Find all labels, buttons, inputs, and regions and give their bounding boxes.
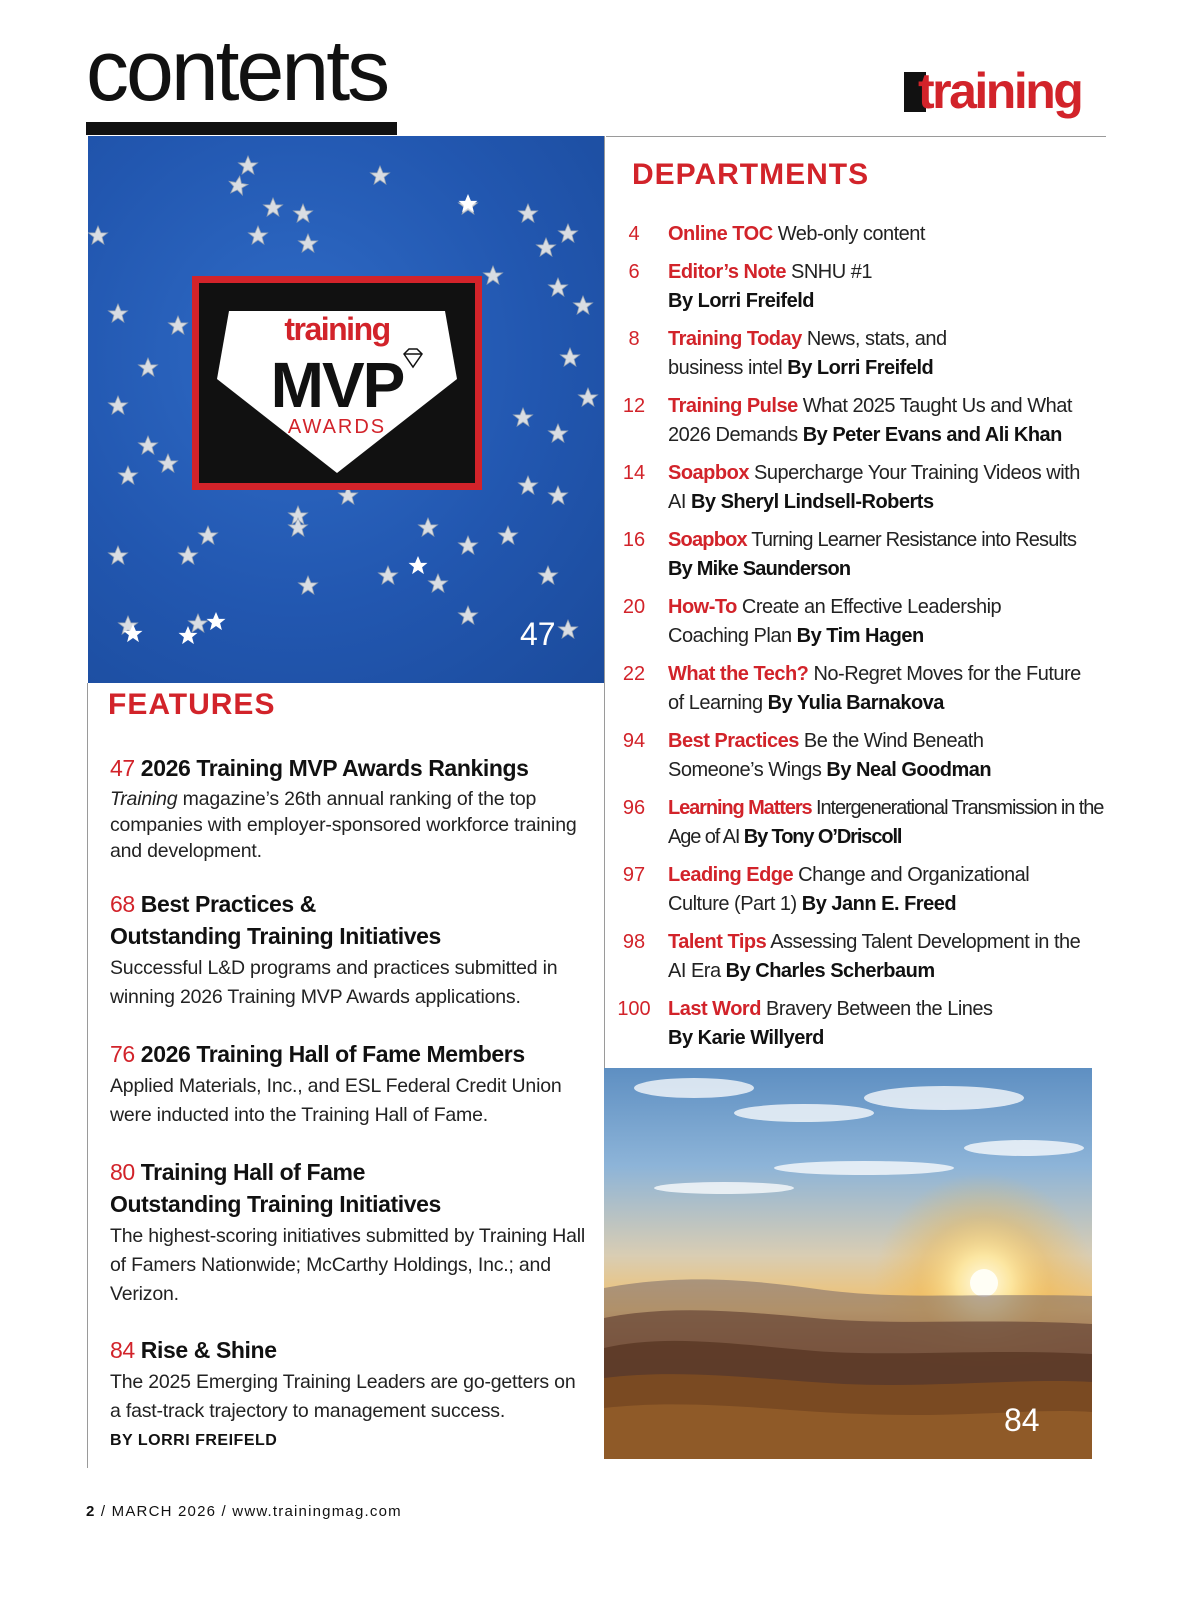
sunrise-image-page-number: 84 (1004, 1402, 1040, 1438)
feature-item[interactable] (110, 888, 590, 1012)
department-page: 8 (628, 328, 640, 350)
department-page: 97 (622, 864, 646, 886)
sunrise-image (604, 1068, 1092, 1459)
footer-page-number: 2 (86, 1503, 96, 1520)
department-item[interactable] (613, 258, 1113, 316)
department-item[interactable] (613, 928, 1113, 986)
department-desc: Supercharge Your Training Videos with AI (668, 462, 1080, 513)
feature-title-line2: Outstanding Training Initiatives (110, 923, 441, 949)
department-item[interactable] (613, 593, 1113, 651)
brand-logo-text: training (918, 63, 1082, 119)
department-byline: By Jann E. Freed (801, 893, 957, 915)
department-desc: What 2025 Taught Us and What 2026 Demands (668, 395, 1072, 446)
department-page: 22 (622, 663, 646, 685)
mvp-logo-brand: training (284, 311, 390, 347)
mvp-awards-image (88, 136, 605, 683)
mvp-image-page-number: 47 (520, 616, 556, 652)
department-desc: Create an Effective Leadership Coaching Plan (668, 596, 1002, 647)
department-item[interactable] (613, 727, 1113, 785)
department-byline: By Lorri Freifeld (787, 357, 934, 379)
department-title: Talent Tips (668, 931, 767, 953)
feature-desc: Successful L&D programs and practices submitted in winning 2026 Training MVP Awards applications. (110, 957, 558, 1008)
feature-title: Training Hall of Fame (140, 1159, 365, 1185)
department-desc: Intergenerational Transmission in the Age of AI (668, 797, 1104, 848)
feature-item[interactable] (110, 1038, 590, 1130)
feature-desc: magazine’s 26th annual ranking of the top companies with employer-sponsored workforce training and development. (110, 788, 577, 862)
department-item[interactable] (613, 526, 1113, 584)
department-byline: By Mike Saunderson (668, 558, 851, 580)
department-byline: By Neal Goodman (826, 759, 992, 781)
department-desc: Be the Wind Beneath Someone’s Wings (668, 730, 984, 781)
header-rule (606, 136, 1106, 137)
department-page: 12 (622, 395, 646, 417)
footer-issue: / MARCH 2026 / www.trainingmag.com (95, 1503, 402, 1520)
department-page: 6 (628, 261, 640, 283)
department-byline: By Yulia Barnakova (767, 692, 944, 714)
column-divider (604, 136, 605, 1068)
feature-item[interactable] (110, 1156, 590, 1309)
department-title: What the Tech? (668, 663, 809, 685)
department-title: Editor’s Note (668, 261, 786, 283)
department-title: Training Pulse (668, 395, 798, 417)
department-item[interactable] (613, 325, 1113, 383)
page-title: contents (86, 23, 388, 119)
sunrise-landscape (604, 1068, 1092, 1459)
department-item[interactable] (613, 220, 1113, 249)
department-page: 96 (622, 797, 646, 819)
features-heading: FEATURES (108, 688, 276, 721)
brand-logo (904, 63, 1104, 119)
feature-desc: The highest-scoring initiatives submitted by Training Hall of Famers Nationwide; McCarthy Holdings, Inc.; and Verizon. (110, 1225, 586, 1305)
department-page: 16 (622, 529, 646, 551)
mvp-logo-sub: AWARDS (287, 416, 387, 438)
feature-title: Best Practices & (140, 891, 316, 917)
feature-title: 2026 Training MVP Awards Rankings (140, 755, 529, 781)
feature-byline: BY LORRI FREIFELD (110, 1432, 278, 1449)
department-item[interactable] (613, 794, 1113, 852)
department-title: Learning Matters (668, 797, 812, 819)
page-footer (86, 1503, 402, 1520)
department-byline: By Peter Evans and Ali Khan (802, 424, 1062, 446)
department-page: 94 (622, 730, 646, 752)
feature-page: 68 (110, 891, 135, 917)
department-item[interactable] (613, 459, 1113, 517)
department-page: 98 (622, 931, 646, 953)
feature-page: 76 (110, 1041, 135, 1067)
department-item[interactable] (613, 995, 1113, 1053)
department-title: Soapbox (668, 529, 747, 551)
department-byline: By Tony O’Driscoll (743, 826, 902, 848)
department-title: Best Practices (668, 730, 799, 752)
departments-heading: DEPARTMENTS (632, 158, 870, 191)
department-byline: By Charles Scherbaum (725, 960, 935, 982)
department-page: 20 (622, 596, 646, 618)
department-title: Online TOC (668, 223, 773, 245)
department-byline: By Tim Hagen (796, 625, 924, 647)
department-page: 4 (628, 223, 640, 245)
department-page: 100 (617, 998, 651, 1020)
feature-desc: The 2025 Emerging Training Leaders are go-getters on a fast-track trajectory to management success. (110, 1371, 576, 1422)
feature-item[interactable] (110, 1334, 590, 1450)
title-underline (86, 122, 397, 135)
department-desc: Web-only content (772, 223, 925, 245)
feature-title-line2: Outstanding Training Initiatives (110, 1191, 441, 1217)
department-byline: By Lorri Freifeld (668, 290, 814, 312)
department-desc: Bravery Between the Lines (760, 998, 993, 1020)
features-divider (87, 683, 88, 1468)
feature-title: 2026 Training Hall of Fame Members (140, 1041, 525, 1067)
feature-desc-italic: Training (110, 788, 178, 810)
department-page: 14 (622, 462, 646, 484)
feature-item[interactable] (110, 752, 590, 864)
department-desc: Change and Organizational Culture (Part 1) (668, 864, 1030, 915)
department-desc: SNHU #1 (785, 261, 872, 283)
department-item[interactable] (613, 861, 1113, 919)
feature-title: Rise & Shine (140, 1337, 277, 1363)
department-title: Last Word (668, 998, 761, 1020)
department-item[interactable] (613, 660, 1113, 718)
department-byline: By Sheryl Lindsell-Roberts (690, 491, 934, 513)
department-desc: News, stats, and business intel (668, 328, 947, 379)
department-desc: No-Regret Moves for the Future of Learning (668, 663, 1081, 714)
department-desc: Assessing Talent Development in the AI Era (668, 931, 1081, 982)
department-title: Soapbox (668, 462, 749, 484)
mvp-logo-main: MVP (270, 349, 404, 421)
feature-page: 84 (110, 1337, 135, 1363)
department-item[interactable] (613, 392, 1113, 450)
feature-desc: Applied Materials, Inc., and ESL Federal Credit Union were inducted into the Training Hall of Fame. (110, 1075, 562, 1126)
mvp-logo-panel (199, 283, 475, 483)
feature-page: 80 (110, 1159, 135, 1185)
department-byline: By Karie Willyerd (668, 1027, 824, 1049)
department-title: Leading Edge (668, 864, 794, 886)
department-title: How-To (668, 596, 737, 618)
mvp-logo-frame (192, 276, 482, 490)
department-title: Training Today (668, 328, 802, 350)
department-desc: Turning Learner Resistance into Results (746, 529, 1077, 551)
feature-page: 47 (110, 755, 135, 781)
